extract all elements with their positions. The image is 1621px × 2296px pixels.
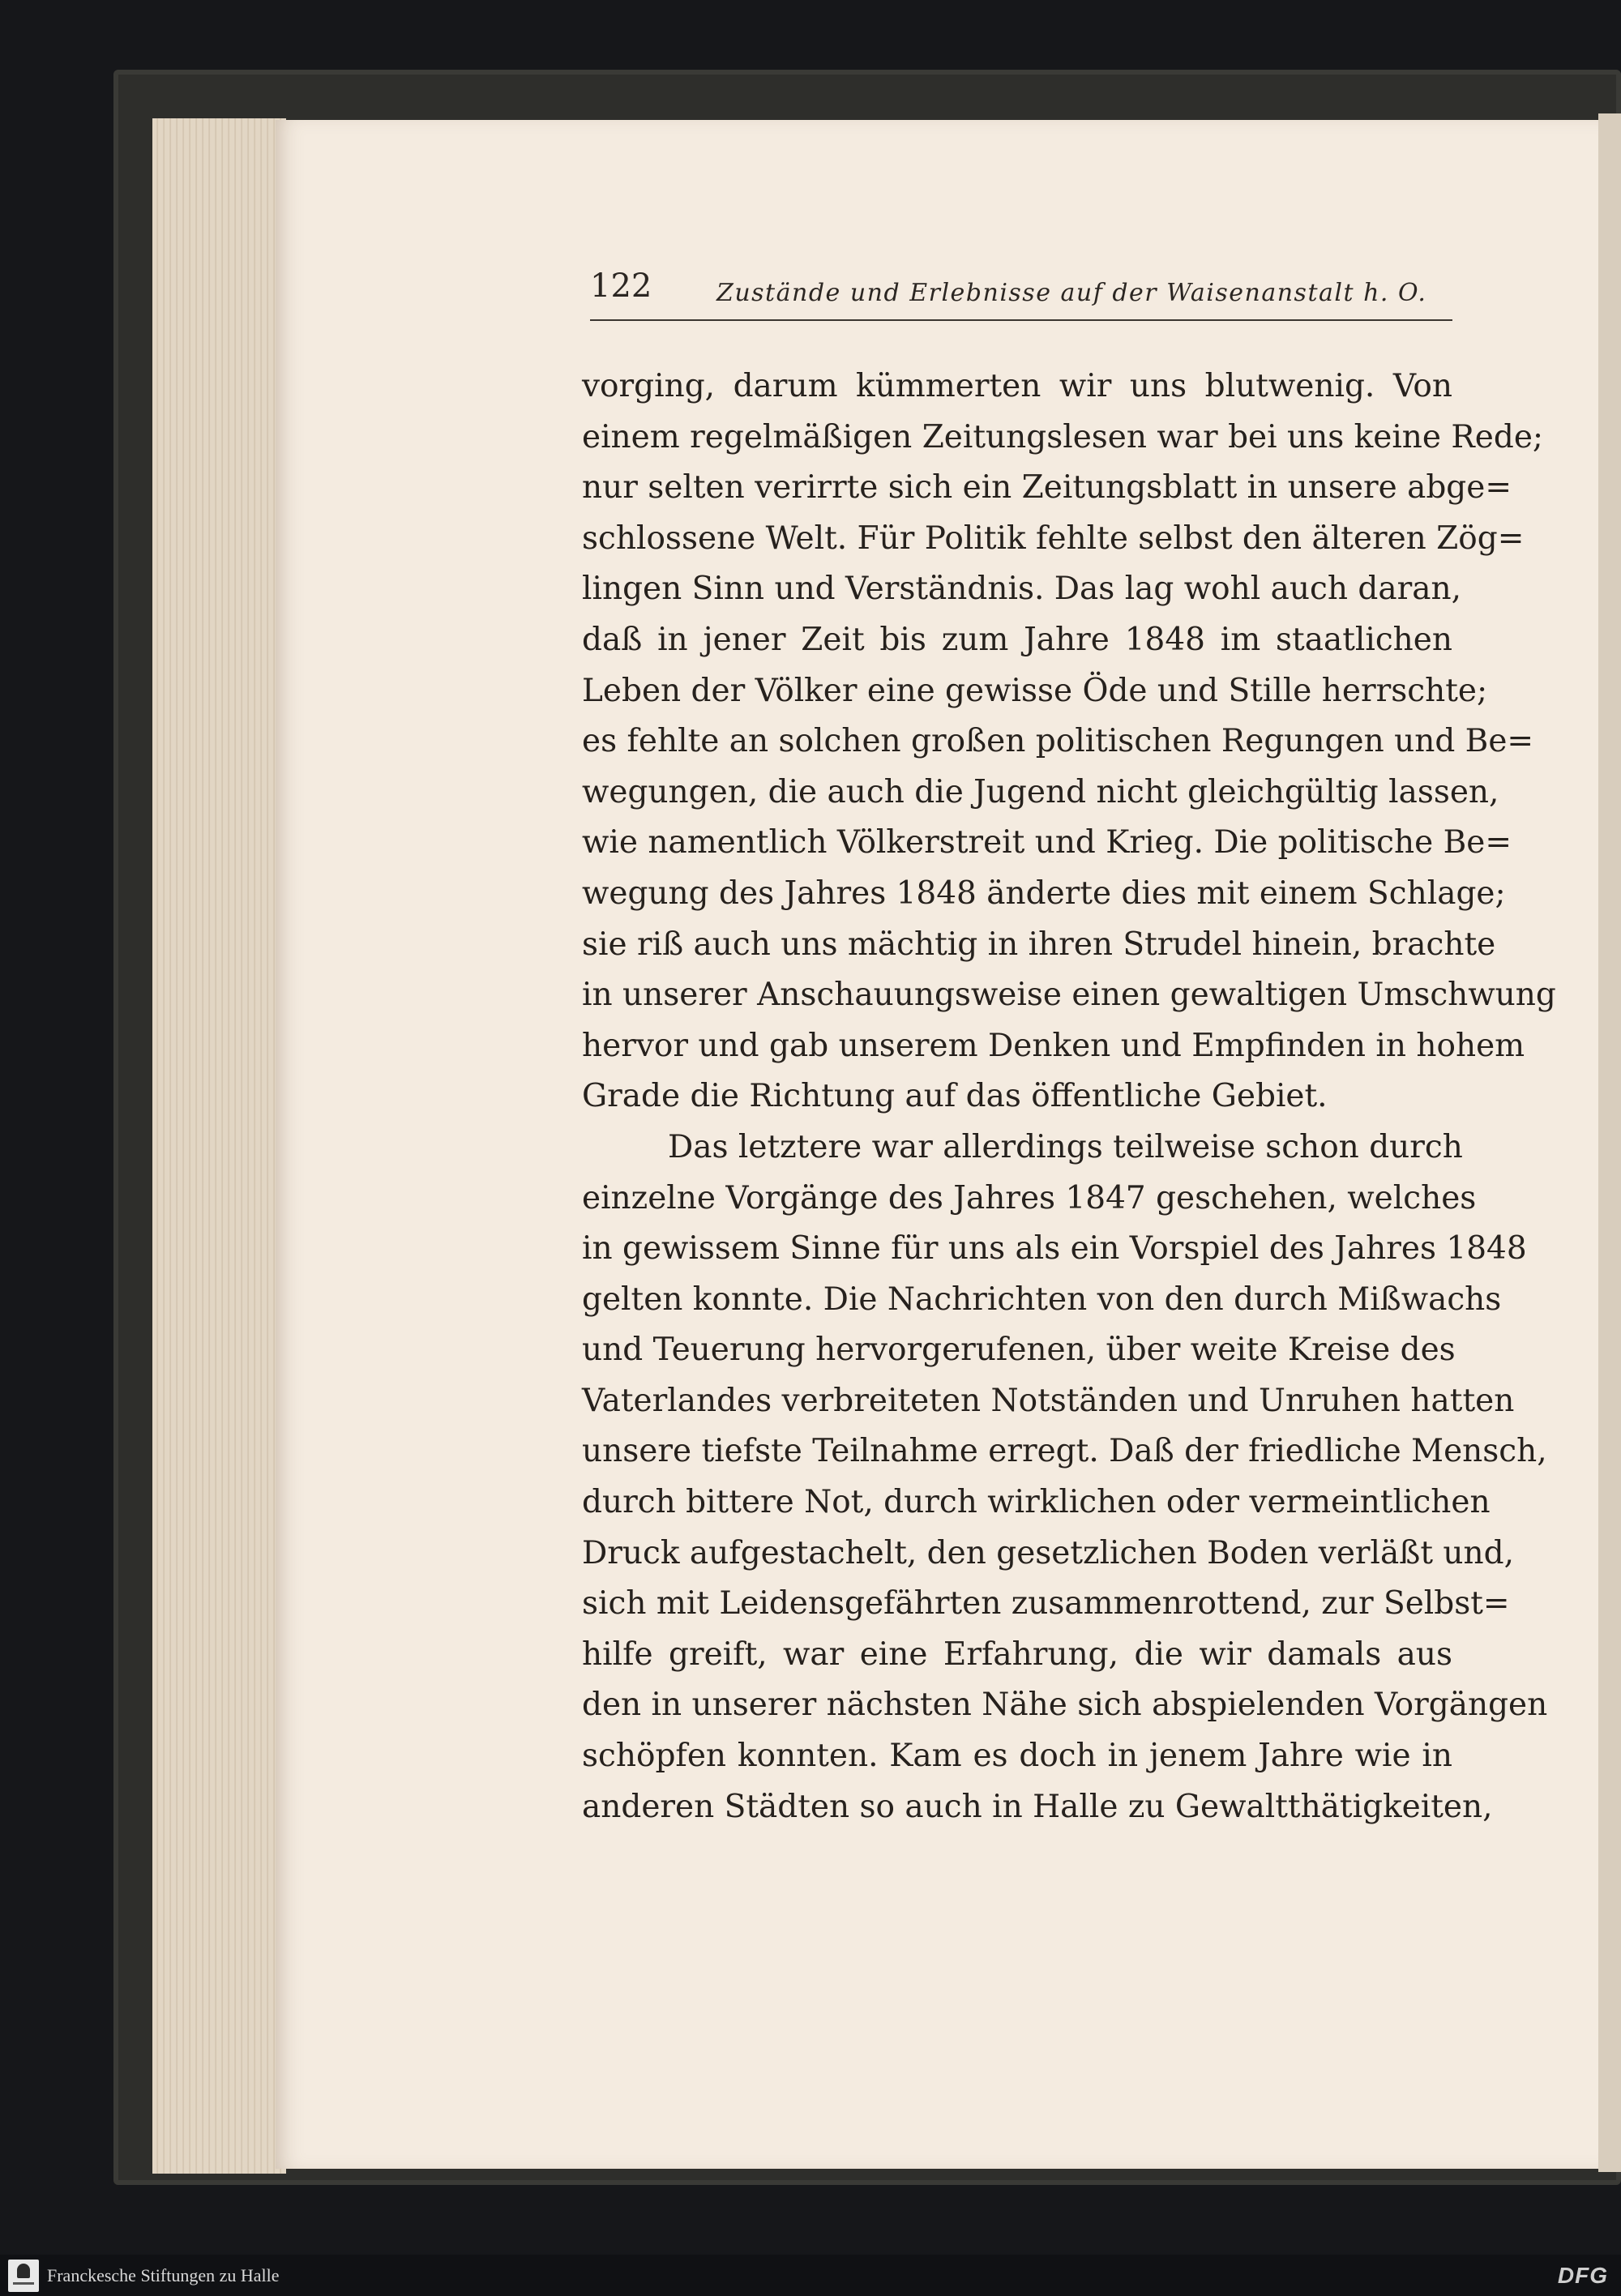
page-edges [152, 118, 286, 2174]
text-line: wegung des Jahres 1848 änderte dies mit einem Schlage; [582, 874, 1506, 912]
page-number: 122 [590, 267, 652, 305]
text-line: Vaterlandes verbreiteten Notständen und Unruhen hatten [582, 1382, 1515, 1419]
text-line: Leben der Völker eine gewisse Öde und Stille herrschte; [582, 672, 1488, 709]
text-line: gelten konnte. Die Nachrichten von den durch Mißwachs [582, 1281, 1502, 1318]
text-line: wie namentlich Völkerstreit und Krieg. Die politische Be= [582, 824, 1512, 862]
text-line: sich mit Leidensgefährten zusammenrottend, zur Selbst= [582, 1585, 1510, 1623]
dfg-badge: DFG [1557, 2263, 1608, 2288]
text-line: schlossene Welt. Für Politik fehlte selbst den älteren Zög= [582, 519, 1525, 557]
text-line: in gewissem Sinne für uns als ein Vorspiel des Jahres 1848 [582, 1230, 1527, 1268]
text-line: einzelne Vorgänge des Jahres 1847 geschehen, welches [582, 1179, 1477, 1216]
text-line: anderen Städten so auch in Halle zu Gewaltthätigkeiten, [582, 1788, 1493, 1825]
running-head [590, 267, 1452, 321]
text-line: und Teuerung hervorgerufenen, über weite Kreise des [582, 1332, 1456, 1369]
text-line: durch bittere Not, durch wirklichen oder vermeintlichen [582, 1484, 1491, 1521]
text-line: unsere tiefste Teilnahme erregt. Daß der friedliche Mensch, [582, 1433, 1547, 1470]
text-line: es fehlte an solchen großen politischen Regungen und Be= [582, 723, 1534, 760]
text-line: sie riß auch uns mächtig in ihren Strudel hinein, brachte [582, 926, 1496, 963]
paragraph-start-line: Das letztere war allerdings teilweise schon durch [668, 1128, 1463, 1165]
text-line: Druck aufgestachelt, den gesetzlichen Boden verläßt und, [582, 1534, 1514, 1571]
text-line: den in unserer nächsten Nähe sich abspielenden Vorgängen [582, 1687, 1548, 1724]
institution-name: Franckesche Stiftungen zu Halle [47, 2265, 280, 2285]
text-line: hilfe greift, war eine Erfahrung, die wir damals aus [582, 1635, 1452, 1673]
institution-logo-icon [8, 2260, 39, 2292]
text-line: nur selten verirrte sich ein Zeitungsblatt in unsere abge= [582, 469, 1512, 507]
running-head-title: Zustände und Erlebnisse auf der Waisenanstalt h. O. [716, 279, 1427, 307]
text-line: schöpfen konnten. Kam es doch in jenem Jahre wie in [582, 1738, 1452, 1775]
footer-bar [0, 2255, 1621, 2296]
text-line: lingen Sinn und Verständnis. Das lag wohl auch daran, [582, 571, 1461, 608]
text-line: wegungen, die auch die Jugend nicht gleichgültig lassen, [582, 773, 1499, 810]
book-spine [1598, 113, 1621, 2172]
text-line: daß in jener Zeit bis zum Jahre 1848 im staatlichen [582, 621, 1452, 658]
text-line: einem regelmäßigen Zeitungslesen war bei uns keine Rede; [582, 418, 1544, 455]
text-line: in unserer Anschauungsweise einen gewaltigen Umschwung [582, 977, 1556, 1014]
text-line: vorging, darum kümmerten wir uns blutwenig. Von [582, 368, 1452, 404]
text-line: hervor und gab unserem Denken und Empfinden in hohem [582, 1027, 1525, 1064]
text-line: Grade die Richtung auf das öffentliche Gebiet. [582, 1078, 1328, 1115]
body-text [582, 361, 1556, 1832]
